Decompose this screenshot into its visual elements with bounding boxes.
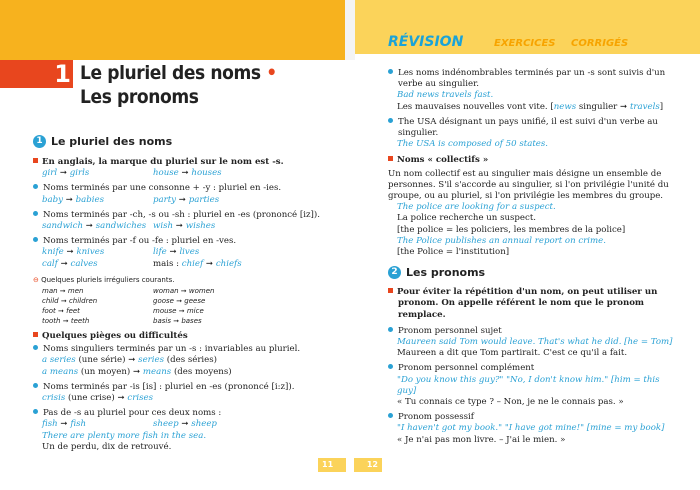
irregular-list [33, 286, 333, 326]
example-sentence: The USA is composed of 50 states. [397, 139, 549, 150]
example-row: girl ➞ girls house ➞ houses [42, 168, 222, 179]
example-sentence: Maureen said Tom would leave. That's what he did. [he = Tom] [397, 337, 673, 348]
example-row: knife ➞ knives life ➞ lives [42, 247, 200, 258]
section-heading-pronouns: 2 Les pronoms [388, 266, 678, 279]
collective-text: Un nom collectif est au singulier mais désigne un ensemble de personnes. S'il s'accorde au singulier, si l'on privilégie l'unité du groupe, ou au pluriel, si l'on privilégie les membres du groupe. [388, 168, 669, 202]
translation: La police recherche un suspect. [397, 213, 537, 224]
translation: Les mauvaises nouvelles vont vite. [news singulier ➞ travels] [397, 101, 664, 112]
rule-f: Noms terminés par -f ou -fe : pluriel en -ves. [33, 236, 333, 247]
irregular-row: tooth ➞ teeth basis ➞ bases [42, 317, 202, 326]
rule-is: Noms terminés par -is [is] : pluriel en -es (prononcé [i:z]). [33, 382, 333, 393]
rule-uncountable: Les noms indénombrables terminés par un -s sont suivis d'un verbe au singulier. [388, 68, 678, 90]
chapter-title: Le pluriel des noms • Les pronoms [80, 62, 277, 108]
example-row: baby ➞ babies party ➞ parties [42, 194, 220, 205]
example-sentence: Bad news travels fast. [397, 90, 494, 101]
rule-usa: The USA désignant un pays unifié, il est suivi d'un verbe au singulier. [388, 117, 678, 139]
irregular-row: child ➞ children goose ➞ geese [42, 297, 206, 306]
example-row: calf ➞ calves mais : chief ➞ chiefs [42, 258, 242, 269]
irregular-row: foot ➞ feet mouse ➞ mice [42, 307, 204, 316]
rule-s-invariable: Noms singuliers terminés par un -s : invariables au pluriel. [33, 344, 333, 355]
left-column [33, 135, 333, 453]
example-row: a means (un moyen) ➞ means (des moyens) [42, 366, 232, 377]
warning-icon: ⊖ [33, 275, 39, 284]
right-column [388, 68, 678, 446]
example-sentence: There are plenty more fish in the sea. [42, 430, 207, 441]
example-row: sandwich ➞ sandwiches wish ➞ wishes [42, 221, 216, 232]
translation: « Tu connais ce type ? – Non, je ne le connais pas. » [397, 397, 624, 408]
translation: [the Police = l'institution] [397, 247, 510, 258]
example-row: fish ➞ fish sheep ➞ sheep [42, 419, 217, 430]
pronoun-possessive-title: Pronom possessif [388, 412, 678, 423]
nav-revision[interactable]: RÉVISION [388, 34, 464, 50]
example-sentence: "I haven't got my book." "I have got mine!" [mine = my book] [397, 423, 665, 434]
nav-corriges[interactable]: CORRIGÉS [571, 38, 629, 49]
example-sentence: "Do you know this guy?" "No, I don't know him." [him = this guy] [397, 374, 660, 396]
rule-ch: Noms terminés par -ch, -s ou -sh : pluriel en -es (prononcé [iz]). [33, 210, 333, 221]
page-number-left: 11 [318, 458, 346, 472]
rule-plural: En anglais, la marque du pluriel sur le nom est -s. [33, 157, 333, 168]
irregular-title: ⊖ Quelques pluriels irréguliers courants. [33, 275, 175, 284]
translation: [the police = les policiers, les membres de la police] [397, 224, 626, 235]
translation: Un de perdu, dix de retrouvé. [42, 441, 172, 452]
rule-no-s: Pas de -s au pluriel pour ces deux noms : [33, 408, 333, 419]
irregular-row: man ➞ men woman ➞ women [42, 287, 215, 296]
example-sentence: The police are looking for a suspect. [397, 202, 556, 213]
pronoun-intro: Pour éviter la répétition d'un nom, on peut utiliser un pronom. On appelle référent le nom que le pronom remplace. [388, 287, 678, 321]
translation: « Je n'ai pas mon livre. – J'ai le mien. » [397, 434, 566, 445]
example-row: a series (une série) ➞ series (des séries) [42, 355, 218, 366]
nav-exercices[interactable]: EXERCICES [494, 38, 556, 49]
top-bar-gutter [345, 0, 355, 60]
pronoun-object-title: Pronom personnel complément [388, 363, 678, 374]
chapter-number: 1 [0, 60, 73, 88]
example-row: crisis (une crise) ➞ crises [42, 393, 153, 404]
pronoun-subject-title: Pronom personnel sujet [388, 326, 678, 337]
rule-y: Noms terminés par une consonne + -y : pluriel en -ies. [33, 183, 333, 194]
translation: Maureen a dit que Tom partirait. C'est ce qu'il a fait. [397, 348, 628, 359]
pieges-title: Quelques pièges ou difficultés [33, 331, 333, 342]
top-bar-left [0, 0, 345, 60]
section-heading-plural: 1 Le pluriel des noms [33, 135, 333, 148]
example-sentence: The Police publishes an annual report on crime. [397, 235, 606, 246]
collective-title: Noms « collectifs » [388, 155, 678, 166]
page-number-right: 12 [354, 458, 382, 472]
